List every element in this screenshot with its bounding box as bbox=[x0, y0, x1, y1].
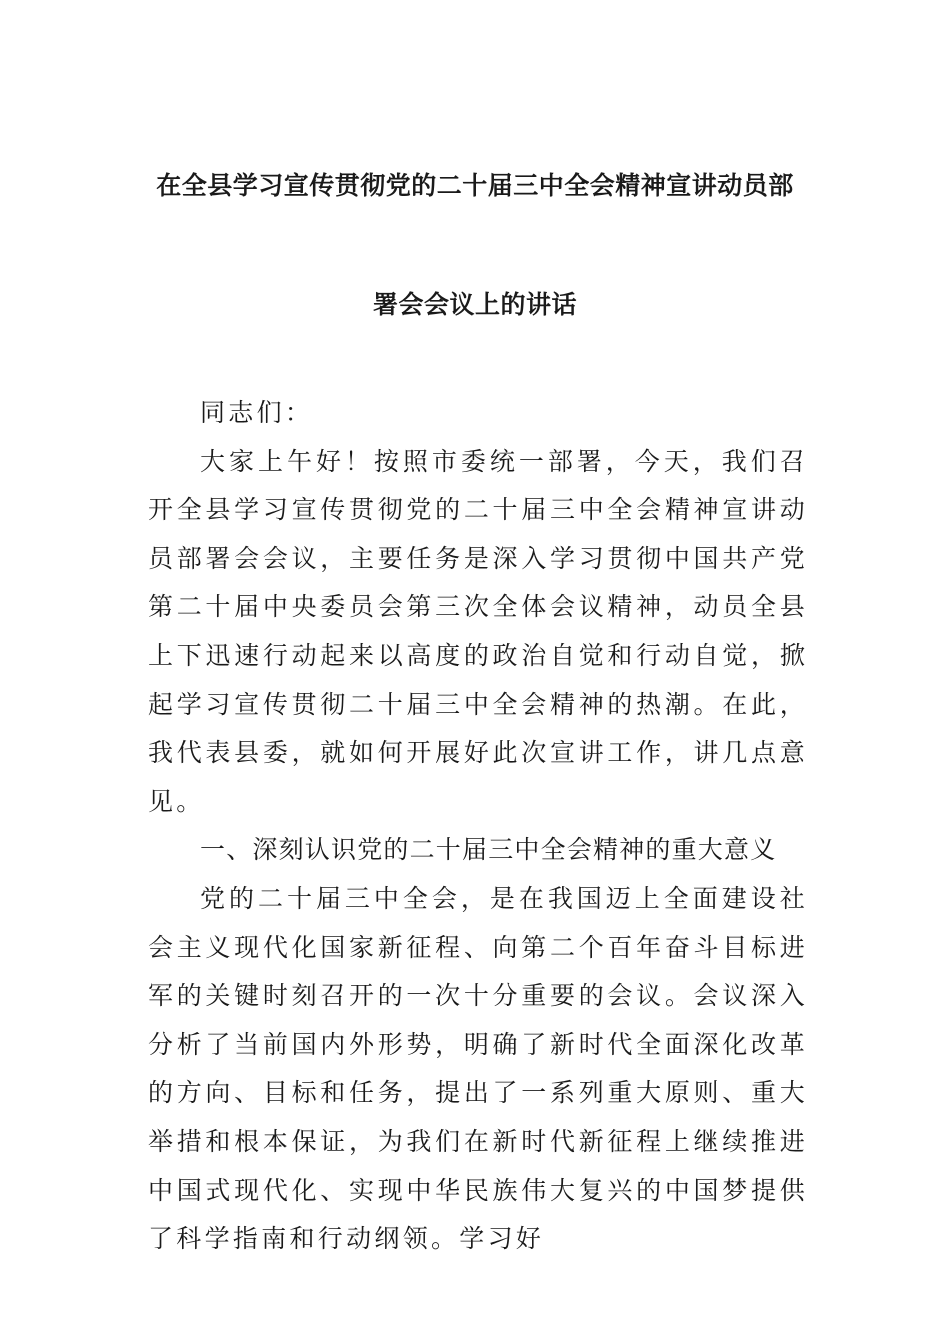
body-paragraph: 大家上午好！按照市委统一部署，今天，我们召开全县学习宣传贯彻党的二十届三中全会精神宣讲动员部署会会议，主要任务是深入学习贯彻中国共产党第二十届中央委员会第三次全体会议精神，动员全县上下迅速行动起来以高度的政治自觉和行动自觉，掀起学习宣传贯彻二十届三中全会精神的热潮。在此，我代表县委，就如何开展好此次宣讲工作，讲几点意见。 bbox=[148, 446, 808, 816]
document-title-line-2: 署会会议上的讲话 bbox=[372, 290, 577, 319]
salutation: 同志们： bbox=[200, 398, 314, 427]
document-body bbox=[148, 389, 808, 1264]
document-title-line-1: 在全县学习宣传贯彻党的二十届三中全会精神宣讲动员部 bbox=[156, 171, 794, 200]
section-heading: 一、深刻认识党的二十届三中全会精神的重大意义 bbox=[200, 835, 777, 865]
section-paragraph: 党的二十届三中全会，是在我国迈上全面建设社会主义现代化国家新征程、向第二个百年奋斗目标进军的关键时刻召开的一次十分重要的会议。会议深入分析了当前国内外形势，明确了新时代全面深化改革的方向、目标和任务，提出了一系列重大原则、重大举措和根本保证，为我们在新时代新征程上继续推进中国式现代化、实现中华民族伟大复兴的中国梦提供了科学指南和行动纲领。学习好 bbox=[148, 883, 808, 1254]
